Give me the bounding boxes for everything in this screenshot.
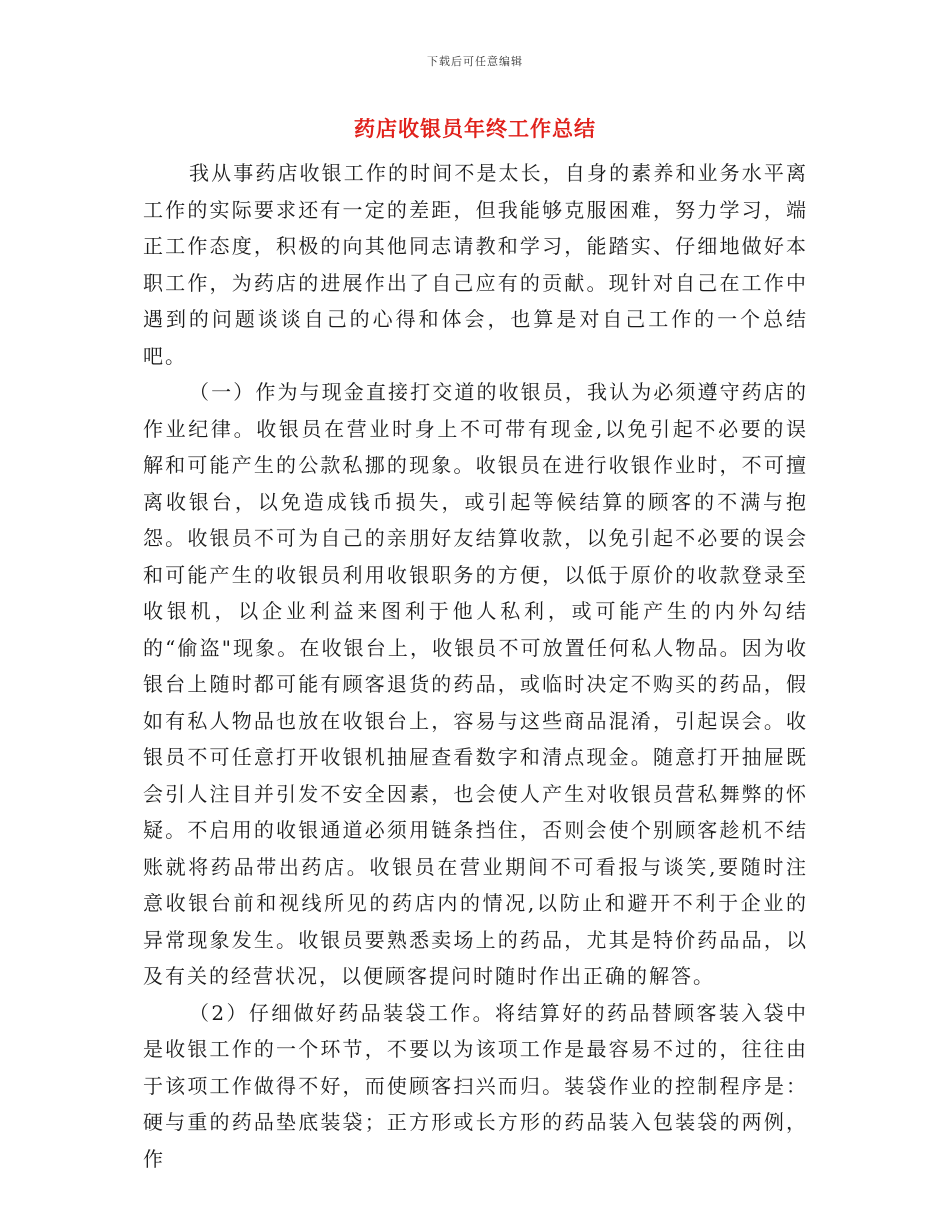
paragraph-intro: 我从事药店收银工作的时间不是太长，自身的素养和业务水平离工作的实际要求还有一定的差距，但我能够克服困难，努力学习，端正工作态度，积极的向其他同志请教和学习，能踏实、仔细地做好本职工作，为药店的进展作出了自己应有的贡献。现针对自己在工作中遇到的问题谈谈自己的心得和体会，也算是对自己工作的一个总结吧。 xyxy=(143,161,808,368)
paragraph-section-1: （一）作为与现金直接打交道的收银员，我认为必须遵守药店的作业纪律。收银员在营业时身上不可带有现金,以免引起不必要的误解和可能产生的公款私挪的现象。收银员在进行收银作业时，不可擅离收银台，以免造成钱币损失，或引起等候结算的顾客的不满与抱怨。收银员不可为自己的亲朋好友结算收款，以免引起不必要的误会和可能产生的收银员利用收银职务的方便，以低于原价的收款登录至收银机，以企业利益来图利于他人私利，或可能产生的内外勾结的“偷盗"现象。在收银台上，收银员不可放置任何私人物品。因为收银台上随时都可能有顾客退货的药品，或临时决定不购买的药品，假如有私人物品也放在收银台上，容易与这些商品混淆，引起误会。收银员不可任意打开收银机抽屉查看数字和清点现金。随意打开抽屉既会引人注目并引发不安全因素，也会使人产生对收银员营私舞弊的怀疑。不启用的收银通道必须用链条挡住，否则会使个别顾客趁机不结账就将药品带出药店。收银员在营业期间不可看报与谈笑,要随时注意收银台前和视线所见的药店内的情况,以防止和避开不利于企业的异常现象发生。收银员要熟悉卖场上的药品，尤其是特价药品品，以及有关的经营状况，以便顾客提问时随时作出正确的解答。 xyxy=(143,380,808,988)
document-title: 药店收银员年终工作总结 xyxy=(354,117,596,141)
paragraph-section-2: （2）仔细做好药品装袋工作。将结算好的药品替顾客装入袋中是收银工作的一个环节，不要以为该项工作是最容易不过的，往往由于该项工作做得不好，而使顾客扫兴而归。装袋作业的控制程序是：硬与重的药品垫底装袋；正方形或长方形的药品装入包装袋的两例，作 xyxy=(143,1000,808,1171)
header-note: 下载后可任意编辑 xyxy=(427,55,523,68)
document-body xyxy=(143,155,808,1177)
